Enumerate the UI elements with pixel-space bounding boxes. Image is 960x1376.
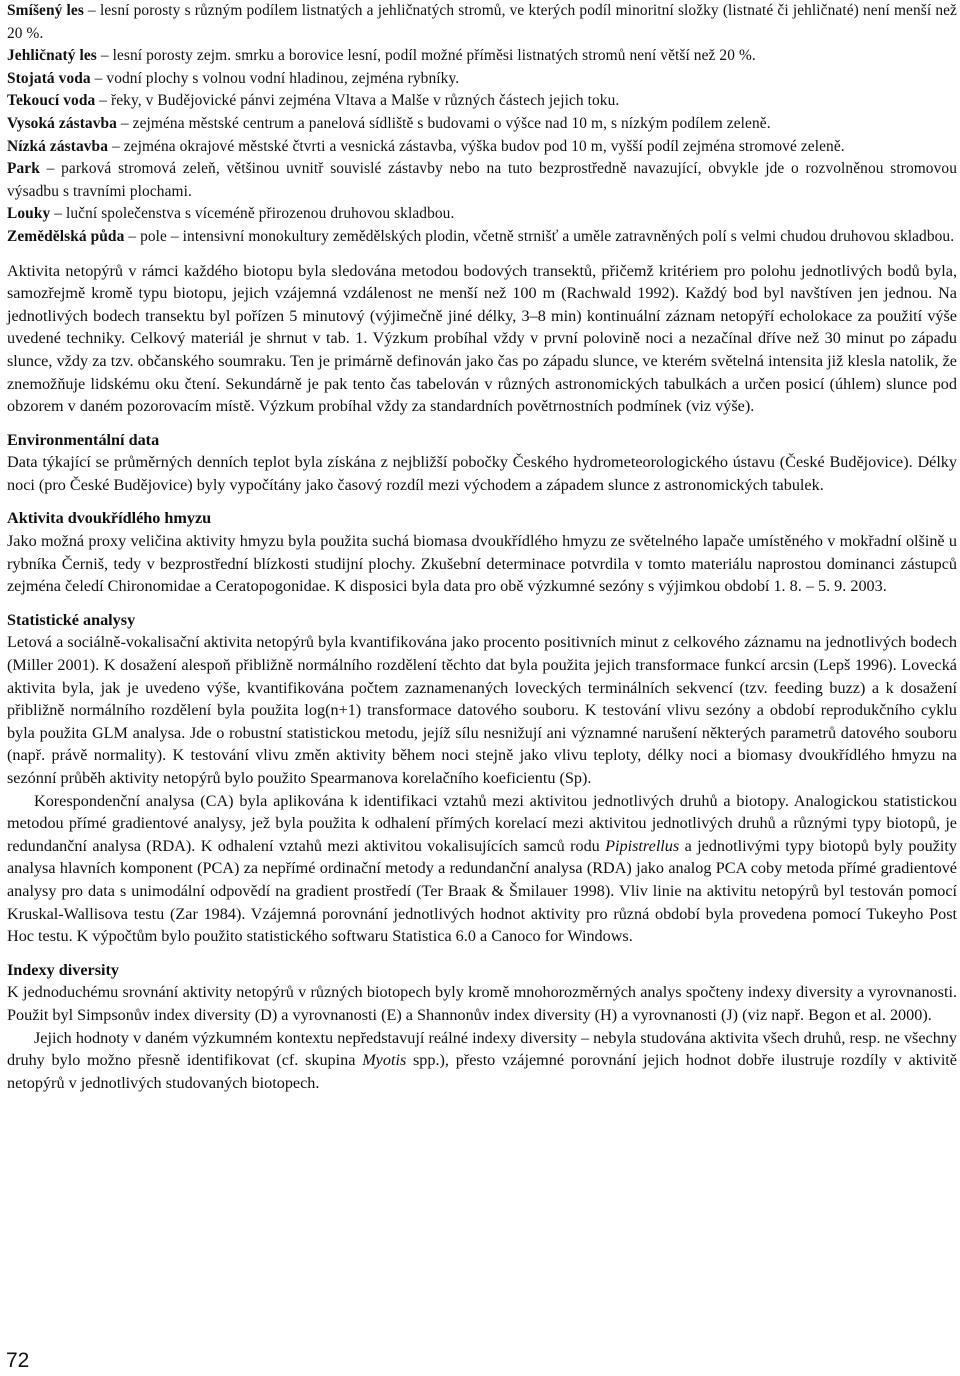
definition-item <box>7 113 957 136</box>
section-heading: Statistické analysy <box>7 610 136 629</box>
habitat-definitions <box>7 0 957 249</box>
definition-term: Louky <box>7 205 51 223</box>
section-heading: Environmentální data <box>7 430 160 449</box>
spacer <box>7 598 957 609</box>
definition-term: Stojatá voda <box>7 69 91 87</box>
definition-item <box>7 68 957 91</box>
definition-item <box>7 226 957 249</box>
spacer <box>7 249 957 260</box>
text-run: spp.), přesto vzájemné porovnání jejich hodnot dobře ilustruje rozdíly v aktivitě netopýrů v jednotlivých studovaných biotopech. <box>7 1051 957 1092</box>
definition-text: – zejména městské centrum a panelová sídliště s budovami o výšce nad 10 m, s nízkým podílem zeleně. <box>116 114 771 132</box>
definition-term: Smíšený les <box>7 2 84 19</box>
section-paragraph <box>7 790 957 948</box>
definition-term: Vysoká zástavba <box>7 114 117 132</box>
definition-text: – lesní porosty zejm. smrku a borovice lesní, podíl možné příměsi listnatých stromů není větší než 20 %. <box>96 47 756 65</box>
section-paragraph: Letová a sociálně-vokalisační aktivita netopýrů byla kvantifikována jako procento positivních minut z celkového záznamu na jednotlivých bodech (Miller 2001). K dosažení alespoň přibližně normálního rozdělení těchto dat byla použita jejich transformace funkcí arcsin (Lepš 1996). Lovecká aktivita byla, jak je uvedeno výše, kvantifikována počtem zaznamenaných loveckých terminálních sekvencí (tzv. feeding buzz) a k dosažení přibližně normálního rozdělení byla použita log(n+1) transformace datového souboru. K testování vlivu sezóny a období reprodukčního cyklu byla použita GLM analysa. Jde o robustní statistickou metodu, jejíž sílu nesnižují ani významné narušení některých parametrů datového souboru (např. právě normality). K testování vlivu změn aktivity během noci stejně jako vlivu teploty, délky noci a biomasy dvoukřídlého hmyzu na sezónní průběh aktivity netopýrů bylo použito Spearmanova korelačního koeficientu (Sp). <box>7 633 957 787</box>
section-paragraph <box>7 1027 957 1095</box>
spacer <box>7 496 957 507</box>
definition-text: – parková stromová zeleň, většinou uvnitř souvislé zástavby nebo na tuto bezprostředně navazující, obvykle jde o rozvolněnou stromovou výsadbu s travními plochami. <box>7 160 957 200</box>
spacer <box>7 418 957 429</box>
definition-item <box>7 90 957 113</box>
definition-text: – zejména okrajové městské čtvrti a vesnická zástavba, výška budov pod 10 m, vyšší podíl zejména stromové zeleně. <box>108 137 845 155</box>
genus-name: Pipistrellus <box>605 836 680 855</box>
methods-paragraph: Aktivita netopýrů v rámci každého biotopu byla sledována metodou bodových transektů, přičemž kritériem pro polohu jednotlivých bodů byla, samozřejmě kromě typu biotopu, jejich vzájemná vzdálenost ne menší než 100 m (Rachwald 1992). Každý bod byl navštíven jen jednou. Na jednotlivých bodech transektu byl pořízen 5 minutový (výjimečně jiné délky, 3–8 min) kontinuální záznam netopýří echolokace za použití výše uvedené techniky. Celkový materiál je shrnut v tab. 1. Výzkum probíhal vždy v první polovině noci a nezačínal dříve než 30 minut po západu slunce, vždy za tzv. občanského soumraku. Ten je primárně definován jako čas po západu slunce, ve kterém světelná intensita již klesla natolik, že znemožňuje lidskému oku čtení. Sekundárně je pak tento čas tabelován v různých astronomických tabulkách a určen posicí (úhlem) slunce pod obzorem v daném pozorovacím místě. Výzkum probíhal vždy za standardních povětrnostních podmínek (viz výše). <box>7 261 957 416</box>
section-diversity <box>7 959 957 1095</box>
text-run: Jejich hodnoty v daném výzkumném kontextu nepředstavují reálné indexy diversity – nebyla studována aktivita všech druhů, resp. ne všechny druhy bylo možno přesně identifikovat (cf. skupina <box>7 1028 957 1070</box>
page-body <box>7 0 957 1094</box>
section-heading: Indexy diversity <box>7 960 119 979</box>
definition-term: Tekoucí voda <box>7 92 96 110</box>
definition-text: – vodní plochy s volnou vodní hladinou, zejména rybníky. <box>90 69 460 87</box>
genus-name: Myotis <box>362 1051 407 1070</box>
definition-item <box>7 0 957 45</box>
definition-term: Park <box>7 160 40 178</box>
definition-item <box>7 45 957 68</box>
definition-text: – lesní porosty s různým podílem listnatých a jehličnatých stromů, ve kterých podíl minoritní složky (listnaté či jehličnaté) není menší než 20 %. <box>7 2 957 42</box>
definition-text: – luční společenstva s víceméně přirozenou druhovou skladbou. <box>50 205 455 223</box>
section-heading: Aktivita dvoukřídlého hmyzu <box>7 509 212 528</box>
definition-text: – pole – intensivní monokultury zemědělských plodin, včetně strnišť a uměle zatravněných polí s velmi chudou druhovou skladbou. <box>124 227 955 245</box>
text-run: Korespondenční analysa (CA) byla aplikována k identifikaci vztahů mezi aktivitou jednotlivých druhů a biotopy. Analogickou statistickou metodou přímé gradientové analysy, jež byla použita k odhalení přímých korelací mezi aktivitou jednotlivých druhů a různými typy biotopů, je redundanční analysa (RDA). K odhalení vztahů mezi aktivitou vokalisujících samců rodu <box>7 791 957 855</box>
section-insects <box>7 507 957 597</box>
text-run: a jednotlivými typy biotopů byly použity analysa hlavních komponent (PCA) za nepřímé ordinační metody a redundanční analysa (RDA) jako analog PCA coby metoda přímé gradientové analysy pro data s unimodální odpovědí na gradient prostředí (Ter Braak & Šmilauer 1998). Vliv linie na aktivitu netopýrů byl testován pomocí Kruskal-Wallisova testu (Zar 1984). Vzájemná porovnání jednotlivých hodnot aktivity pro různá období byla provedena pomocí Tukeyho Post Hoc testu. K výpočtům bylo použito statistického softwaru Statistica 6.0 a Canoco for Windows. <box>7 836 957 946</box>
definition-item <box>7 203 957 226</box>
page-number: 72 <box>6 1349 30 1372</box>
definition-item <box>7 158 957 203</box>
section-environment <box>7 429 957 497</box>
section-statistics <box>7 609 957 948</box>
definition-term: Nízká zástavba <box>7 137 109 155</box>
section-paragraph: K jednoduchému srovnání aktivity netopýrů v různých biotopech byly kromě mnohorozměrných analys spočteny indexy diversity a vyrovnanosti. Použit byl Simpsonův index diversity (D) a vyrovnanosti (E) a Shannonův index diversity (H) a vyrovnanosti (J) (viz např. Begon et al. 2000). <box>7 983 957 1024</box>
section-paragraph: Data týkající se průměrných denních teplot byla získána z nejbližší pobočky Českého hydrometeorologického ústavu (České Budějovice). Délky noci (pro České Budějovice) byly vypočítány jako časový rozdíl mezi východem a západem slunce z astronomických tabulek. <box>7 453 957 494</box>
definition-term: Zemědělská půda <box>7 227 125 245</box>
definition-term: Jehličnatý les <box>7 47 97 65</box>
section-paragraph: Jako možná proxy veličina aktivity hmyzu byla použita suchá biomasa dvoukřídlého hmyzu ze světelného lapače umístěného v mokřadní olšině u rybníka Černiš, tedy v bezprostřední blízkosti studijní plochy. Zkušební determinace potvrdila v tomto materiálu naprostou dominanci zástupců zejména čeledí Chironomidae a Ceratopogonidae. K disposici byla data pro obě výzkumné sezóny s výjimkou období 1. 8. – 5. 9. 2003. <box>7 532 957 596</box>
spacer <box>7 948 957 959</box>
definition-text: – řeky, v Budějovické pánvi zejména Vltava a Malše v různých částech jejich toku. <box>95 92 620 110</box>
definition-item <box>7 136 957 159</box>
